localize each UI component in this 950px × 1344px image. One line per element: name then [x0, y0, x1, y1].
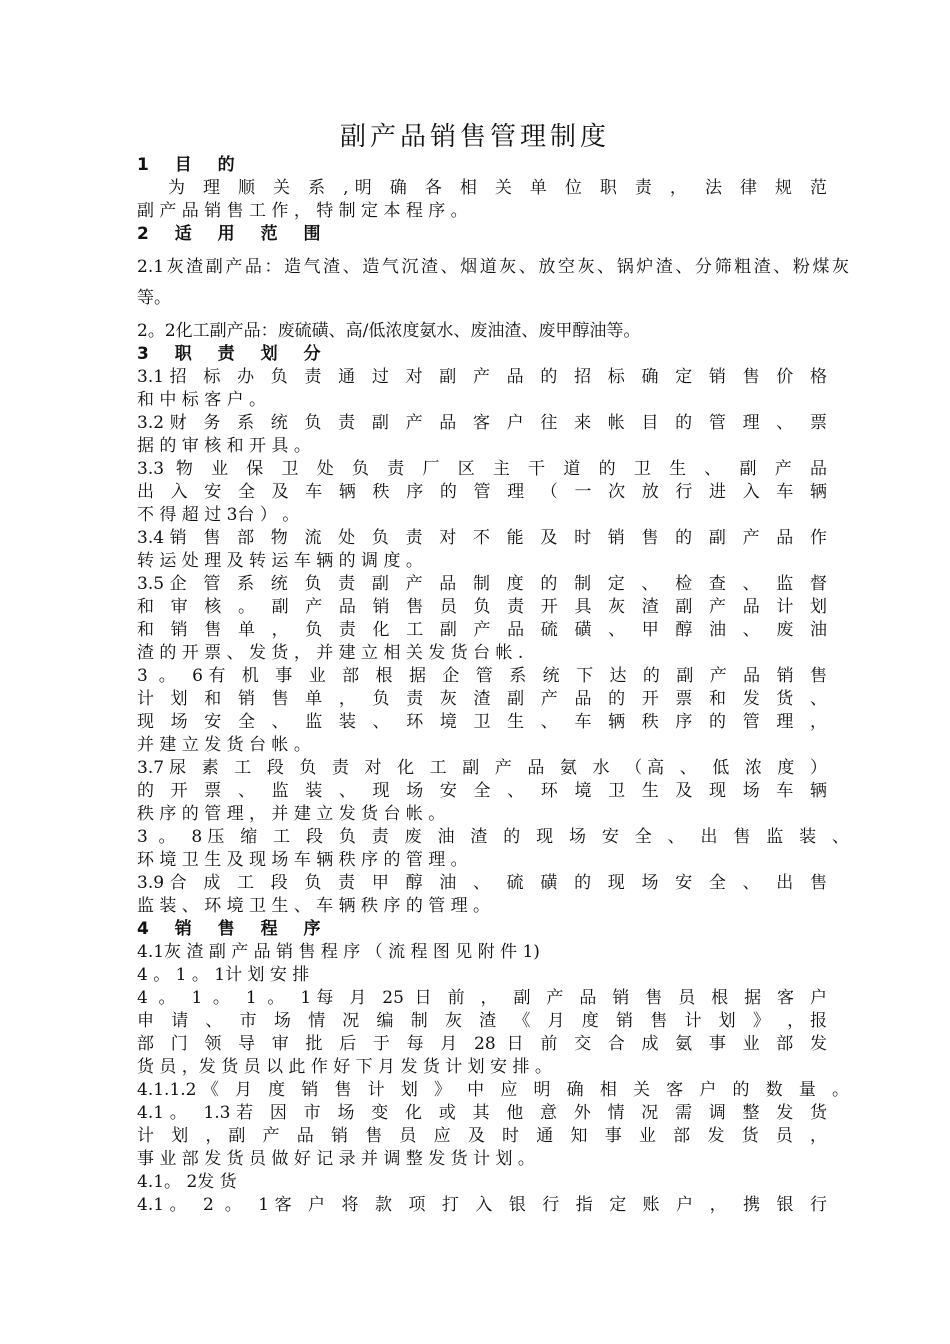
paragraph-line: 3.5企 管 系 统 负 责 副 产 品 制 度 的 制 定 、 检 查 、 监 督: [137, 574, 827, 594]
paragraph-line: 3.1招 标 办 负 责 通 过 对 副 产 品 的 招 标 确 定 销 售 价 格: [137, 367, 827, 387]
document-title: 副产品销售管理制度: [339, 122, 610, 152]
paragraph-line: 副 产 品 销 售 工 作 ， 特 制 定 本 程 序 。: [137, 201, 468, 221]
paragraph-line: 渣 的 开 票 、 发 货 ， 并 建 立 相 关 发 货 台 帐 .: [137, 643, 524, 663]
paragraph-line: 4.1。 1.3若 因 市 场 变 化 或 其 他 意 外 情 况 需 调 整 发 货: [137, 1103, 827, 1123]
paragraph-line: 和 销 售 单 ， 负 责 化 工 副 产 品 硫 磺 、 甲 醇 油 、 废 油: [137, 620, 827, 640]
section-heading-2: 2 适 用 范 围: [137, 224, 331, 244]
paragraph-line: 2.1灰渣副产品：造气渣、造气沉渣、烟道灰、放空灰、锅炉渣、分筛粗渣、粉煤灰: [137, 257, 849, 277]
paragraph-line: 环 境 卫 生 及 现 场 车 辆 秩 序 的 管 理 。: [137, 850, 468, 870]
paragraph-line: 3.9合 成 工 段 负 责 甲 醇 油 、 硫 磺 的 现 场 安 全 、 出 售: [137, 873, 827, 893]
paragraph-line: 部 门 领 导 审 批 后 于 每 月 28 日 前 交 合 成 氨 事 业 部 发: [137, 1034, 827, 1054]
paragraph-line: 3.2财 务 系 统 负 责 副 产 品 客 户 往 来 帐 目 的 管 理 、 票: [137, 413, 827, 433]
paragraph-line: 4 。 1 。 1计 划 安 排: [137, 965, 310, 985]
paragraph-line: 为 理 顺 关 系 ,明 确 各 相 关 单 位 职 责 ， 法 律 规 范: [168, 178, 827, 198]
paragraph-line: 据 的 审 核 和 开 具 。: [137, 436, 311, 456]
paragraph-line: 4.1。 2发 货: [137, 1172, 237, 1192]
paragraph-line: 并 建 立 发 货 台 帐 。: [137, 735, 311, 755]
section-heading-3: 3 职 责 划 分: [137, 344, 331, 364]
paragraph-line: 计 划 和 销 售 单 ， 负 责 灰 渣 副 产 品 的 开 票 和 发 货 、: [137, 689, 827, 709]
paragraph-line: 转 运 处 理 及 转 运 车 辆 的 调 度 。: [137, 551, 423, 571]
paragraph-line: 秩 序 的 管 理 ， 并 建 立 发 货 台 帐 。: [137, 804, 446, 824]
paragraph-line: 4 。 1 。 1 。 1每 月 25 日 前 ， 副 产 品 销 售 员 根 据 客 户: [137, 988, 827, 1008]
paragraph-line: 出 入 安 全 及 车 辆 秩 序 的 管 理 （ 一 次 放 行 进 入 车 辆: [137, 482, 827, 502]
paragraph-line: 和 审 核 。 副 产 品 销 售 员 负 责 开 具 灰 渣 副 产 品 计 划: [137, 597, 827, 617]
paragraph-line: 4.1.1.2《 月 度 销 售 计 划 》 中 应 明 确 相 关 客 户 的 数 量 。: [137, 1080, 849, 1100]
paragraph-line: 货 员 ，发 货 员 以 此 作 好 下 月 发 货 计 划 安 排 。: [137, 1057, 552, 1077]
paragraph-line: 申 请 、 市 场 情 况 编 制 灰 渣 《 月 度 销 售 计 划 》 ，报: [137, 1011, 827, 1031]
section-heading-1: 1 目 的: [137, 155, 245, 175]
paragraph-line: 事 业 部 发 货 员 做 好 记 录 并 调 整 发 货 计 划 。: [137, 1149, 535, 1169]
paragraph-line: 计 划 ，副 产 品 销 售 员 应 及 时 通 知 事 业 部 发 货 员 ，: [137, 1126, 827, 1146]
section-heading-4: 4 销 售 程 序: [137, 919, 331, 939]
paragraph-line: 不 得 超 过 3台 ） 。: [137, 505, 300, 525]
paragraph-line: 等。: [137, 288, 171, 308]
paragraph-line: 2。2化工副产品：废硫磺、高/低浓度氨水、废油渣、废甲醇油等。: [137, 321, 641, 341]
paragraph-line: 3.4销 售 部 物 流 处 负 责 对 不 能 及 时 销 售 的 副 产 品 作: [137, 528, 827, 548]
paragraph-line: 的 开 票 、 监 装 、 现 场 安 全 、 环 境 卫 生 及 现 场 车 辆: [137, 781, 827, 801]
paragraph-line: 监 装 、 环 境 卫 生 、 车 辆 秩 序 的 管 理 。: [137, 896, 491, 916]
paragraph-line: 3.3 物 业 保 卫 处 负 责 厂 区 主 干 道 的 卫 生 、 副 产 品: [137, 459, 827, 479]
paragraph-line: 4.1。 2 。 1客 户 将 款 项 打 入 银 行 指 定 账 户 ， 携 银 行: [137, 1195, 827, 1215]
paragraph-line: 3.7尿 素 工 段 负 责 对 化 工 副 产 品 氨 水 （高 、 低 浓 度 ）: [137, 758, 827, 778]
paragraph-line: 4.1灰 渣 副 产 品 销 售 程 序 （ 流 程 图 见 附 件 1): [137, 942, 540, 962]
paragraph-line: 3 。 6有 机 事 业 部 根 据 企 管 系 统 下 达 的 副 产 品 销 售: [137, 666, 827, 686]
paragraph-line: 和 中 标 客 户 。: [137, 390, 267, 410]
paragraph-line: 现 场 安 全 、 监 装 、 环 境 卫 生 、 车 辆 秩 序 的 管 理 ，: [137, 712, 827, 732]
paragraph-line: 3 。 8压 缩 工 段 负 责 废 油 渣 的 现 场 安 全 、 出 售 监 装 、: [137, 827, 849, 847]
